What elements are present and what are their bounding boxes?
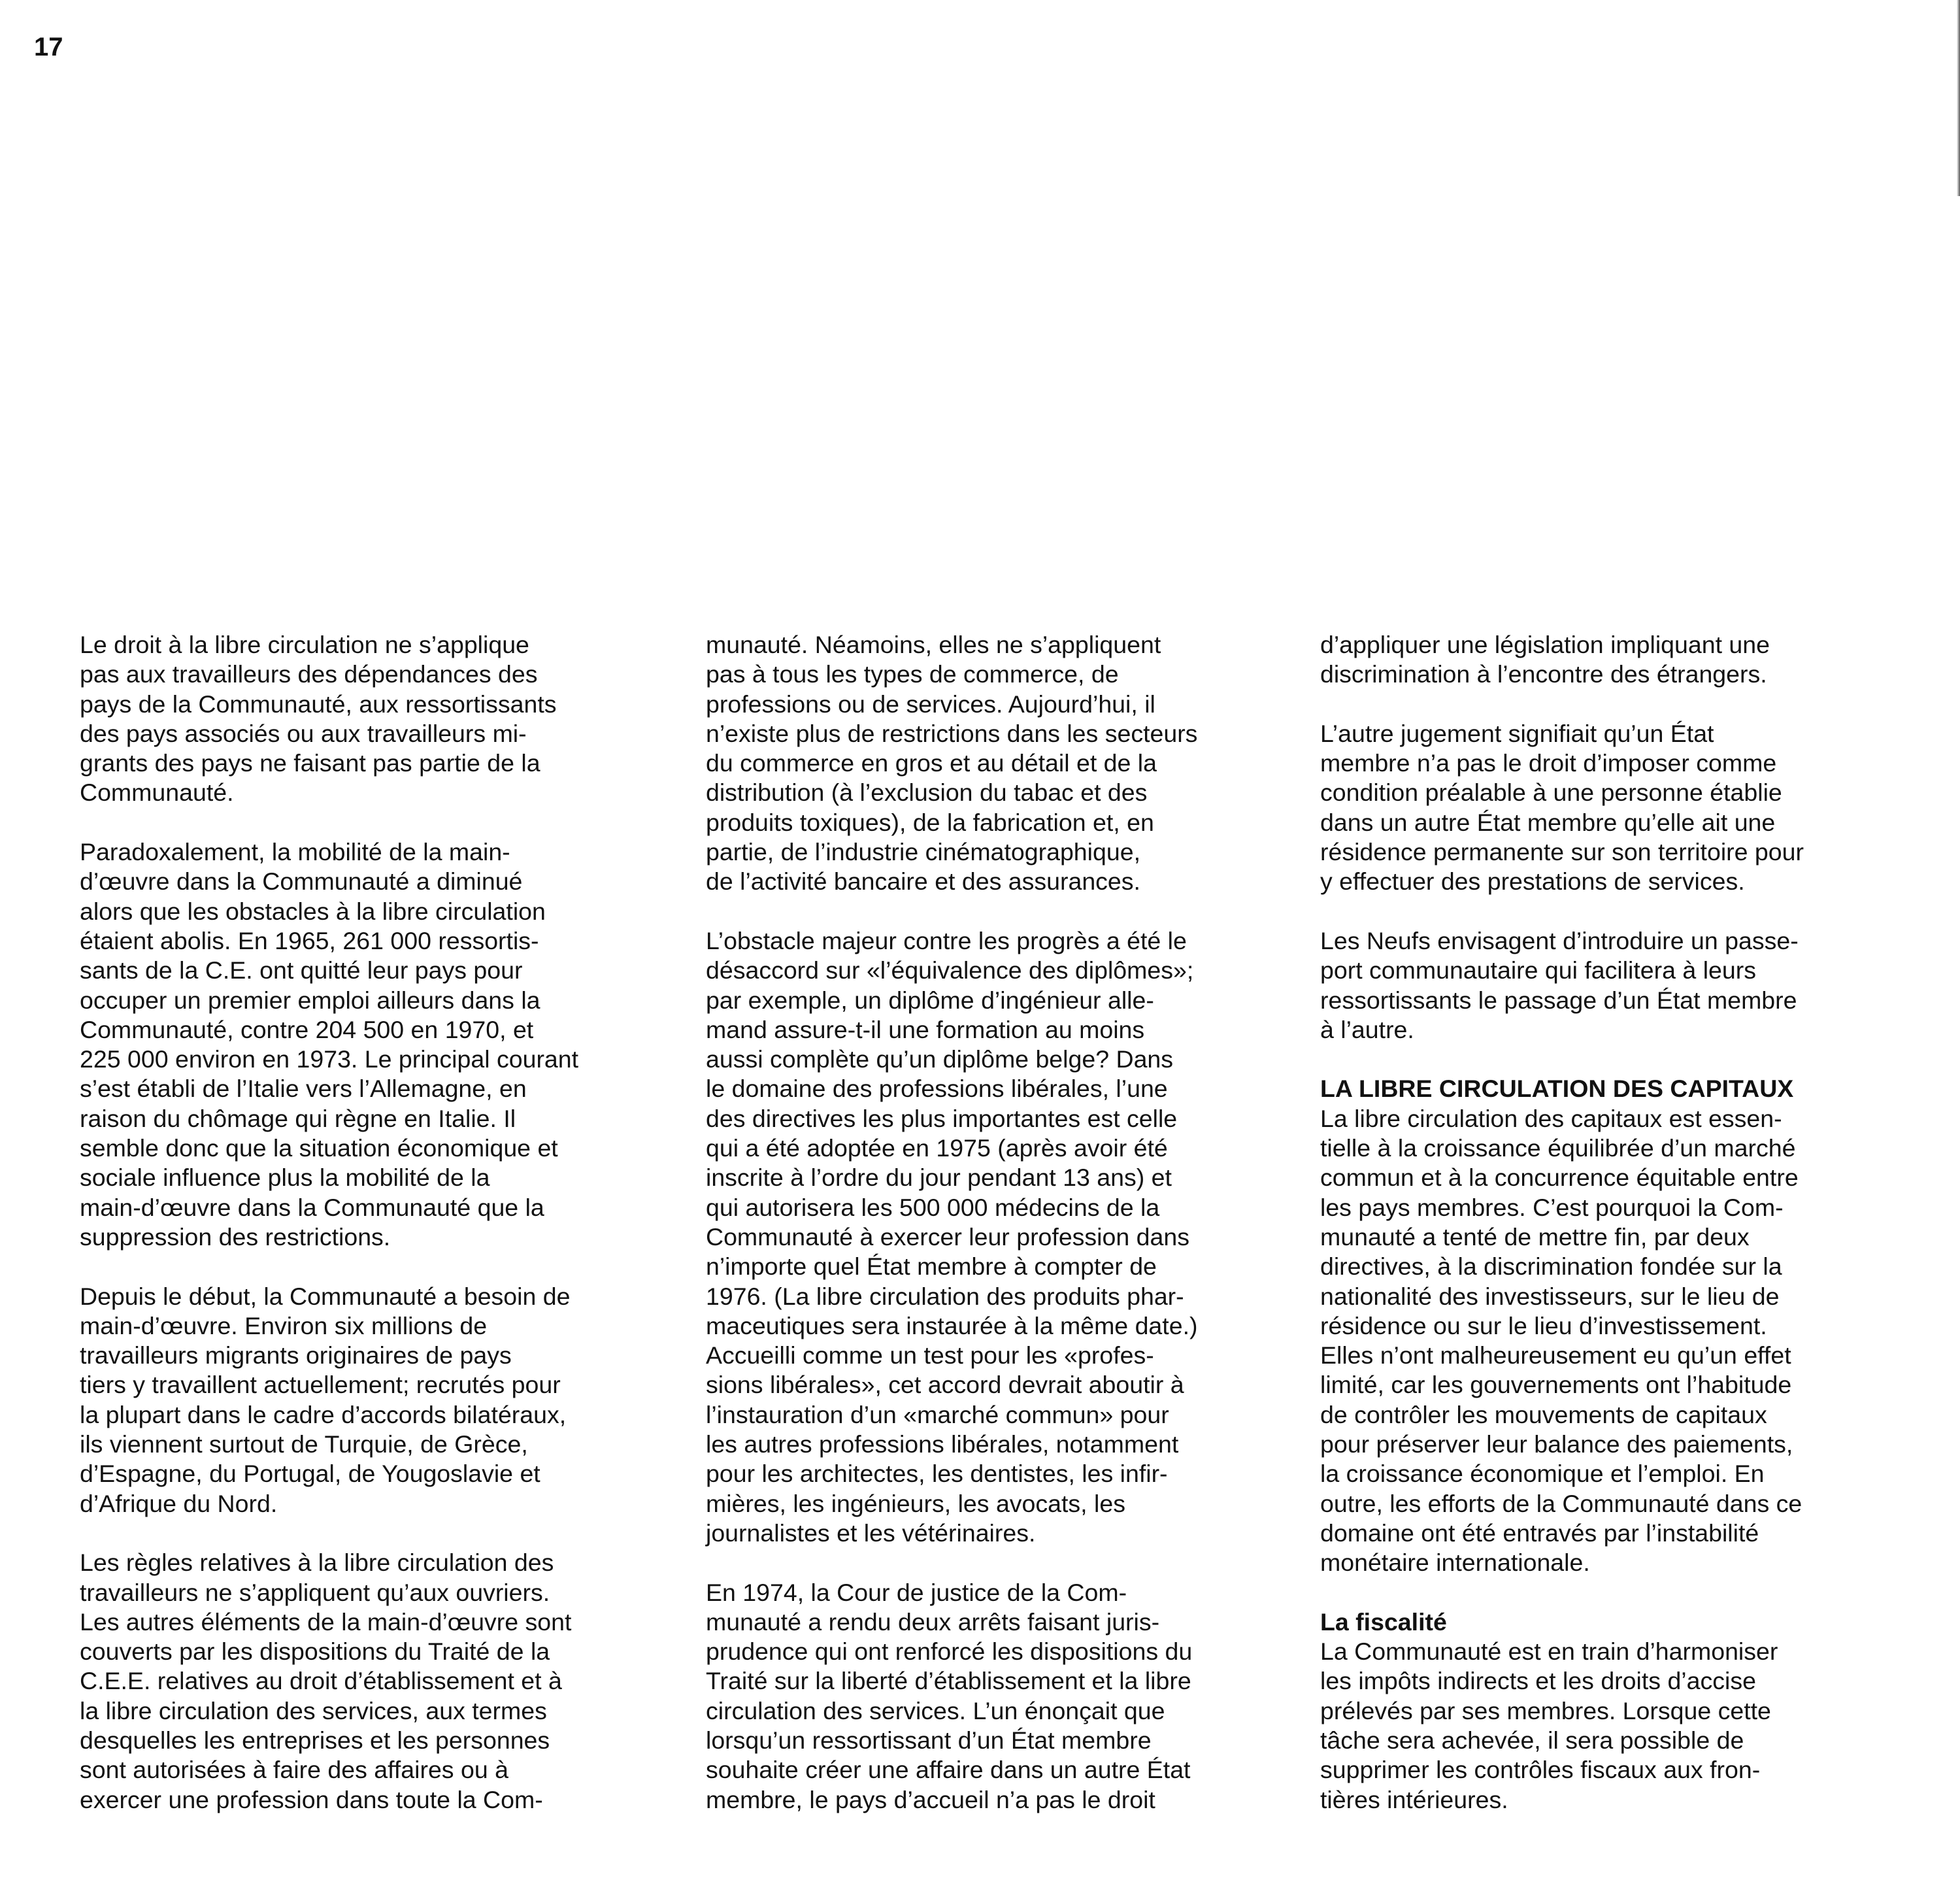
text-line: lorsqu’un ressortissant d’un État membre [706, 1726, 1152, 1754]
paragraph [80, 630, 668, 808]
text-line: domaine ont été entravés par l’instabilité [1320, 1519, 1759, 1547]
text-line: main-d’œuvre. Environ six millions de [80, 1311, 488, 1339]
text-line: Traité sur la liberté d’établissement et la libre [706, 1667, 1191, 1695]
text-line: l’instauration d’un «marché commun» pour [706, 1400, 1169, 1428]
text-line: la croissance économique et l’emploi. En [1320, 1460, 1765, 1488]
text-line: condition préalable à une personne établie [1320, 779, 1782, 807]
text-line: à l’autre. [1320, 1015, 1414, 1043]
text-line: résidence ou sur le lieu d’investissement. [1320, 1311, 1767, 1339]
text-line: tielle à la croissance équilibrée d’un marché [1320, 1134, 1796, 1162]
text-line: dans un autre État membre qu’elle ait une [1320, 808, 1776, 836]
text-line: Accueilli comme un test pour les «profes- [706, 1341, 1154, 1370]
text-line: Elles n’ont malheureusement eu qu’un effet [1320, 1341, 1791, 1370]
text-line: les autres professions libérales, notamment [706, 1430, 1179, 1458]
text-line: munauté a rendu deux arrêts faisant juris- [706, 1607, 1160, 1636]
text-line: tiers y travaillent actuellement; recrutés pour [80, 1371, 561, 1399]
text-line: 225 000 environ en 1973. Le principal courant [80, 1045, 579, 1073]
text-line: de contrôler les mouvements de capitaux [1320, 1400, 1767, 1428]
text-line: d’Afrique du Nord. [80, 1489, 278, 1517]
paragraph [80, 837, 668, 1252]
text-line: desquelles les entreprises et les personnes [80, 1726, 550, 1754]
text-line: suppression des restrictions. [80, 1222, 391, 1251]
text-line: Les règles relatives à la libre circulation des [80, 1549, 554, 1577]
text-line: mand assure-t-il une formation au moins [706, 1015, 1145, 1043]
text-line: L’autre jugement signifiait qu’un État [1320, 719, 1714, 747]
text-line: raison du chômage qui règne en Italie. Il [80, 1104, 516, 1132]
paragraph [706, 1578, 1294, 1815]
text-line: pour préserver leur balance des paiements, [1320, 1430, 1793, 1458]
paragraph [706, 926, 1294, 1548]
text-line: travailleurs ne s’appliquent qu’aux ouvriers. [80, 1578, 550, 1606]
text-line: Les Neufs envisagent d’introduire un passe- [1320, 926, 1799, 954]
text-line: pour les architectes, les dentistes, les infir- [706, 1460, 1168, 1488]
text-line: journalistes et les vétérinaires. [706, 1519, 1036, 1547]
text-line: les impôts indirects et les droits d’accise [1320, 1667, 1756, 1695]
text-line: du commerce en gros et au détail et de la [706, 749, 1157, 777]
paragraph [1320, 630, 1908, 690]
text-line: grants des pays ne faisant pas partie de la [80, 749, 540, 777]
text-line: tâche sera achevée, il sera possible de [1320, 1726, 1744, 1754]
text-line: 1976. (La libre circulation des produits phar- [706, 1282, 1184, 1310]
text-line: n’existe plus de restrictions dans les secteurs [706, 719, 1198, 747]
text-line: d’Espagne, du Portugal, de Yougoslavie et [80, 1460, 540, 1488]
text-line: résidence permanente sur son territoire pour [1320, 838, 1804, 866]
text-line: ils viennent surtout de Turquie, de Grèce, [80, 1430, 528, 1458]
paragraph [1320, 1104, 1908, 1578]
text-line: pays de la Communauté, aux ressortissants [80, 690, 557, 718]
text-line: En 1974, la Cour de justice de la Com- [706, 1578, 1127, 1606]
text-line: membre, le pays d’accueil n’a pas le droit [706, 1785, 1155, 1813]
text-line: distribution (à l’exclusion du tabac et des [706, 779, 1148, 807]
text-line: directives, à la discrimination fondée sur la [1320, 1252, 1782, 1281]
text-line: qui autorisera les 500 000 médecins de la [706, 1193, 1160, 1221]
text-line: discrimination à l’encontre des étrangers. [1320, 660, 1767, 688]
text-line: munauté. Néamoins, elles ne s’appliquent [706, 631, 1161, 658]
text-line: occuper un premier emploi ailleurs dans la [80, 986, 540, 1014]
text-line: de l’activité bancaire et des assurances. [706, 867, 1140, 896]
paragraph [80, 1282, 668, 1519]
text-line: exercer une profession dans toute la Com- [80, 1785, 543, 1813]
text-line: n’importe quel État membre à compter de [706, 1252, 1157, 1281]
text-line: pas à tous les types de commerce, de [706, 660, 1119, 688]
text-line: circulation des services. L’un énonçait que [706, 1696, 1165, 1724]
paragraph [706, 630, 1294, 897]
text-line: Communauté, contre 204 500 en 1970, et [80, 1015, 534, 1043]
text-line: sants de la C.E. ont quitté leur pays pour [80, 956, 523, 984]
text-line: munauté a tenté de mettre fin, par deux [1320, 1222, 1750, 1251]
text-line: des directives les plus importantes est celle [706, 1104, 1178, 1132]
text-line: souhaite créer une affaire dans un autre État [706, 1756, 1191, 1784]
text-line: Communauté. [80, 779, 234, 807]
text-line: Le droit à la libre circulation ne s’applique [80, 631, 529, 658]
text-line: par exemple, un diplôme d’ingénieur alle- [706, 986, 1154, 1014]
text-line: membre n’a pas le droit d’imposer comme [1320, 749, 1777, 777]
paragraph [1320, 926, 1908, 1045]
text-line: alors que les obstacles à la libre circulation [80, 897, 546, 925]
text-line: monétaire internationale. [1320, 1549, 1590, 1577]
text-line: limité, car les gouvernements ont l’habitude [1320, 1371, 1792, 1399]
text-line: la plupart dans le cadre d’accords bilatéraux, [80, 1400, 567, 1428]
text-line: main-d’œuvre dans la Communauté que la [80, 1193, 544, 1221]
text-line: s’est établi de l’Italie vers l’Allemagne, en [80, 1075, 527, 1103]
text-line: tières intérieures. [1320, 1785, 1508, 1813]
text-line: des pays associés ou aux travailleurs mi- [80, 719, 527, 747]
text-line: y effectuer des prestations de services. [1320, 867, 1745, 896]
text-line: maceutiques sera instaurée à la même date.) [706, 1311, 1198, 1339]
text-line: sont autorisées à faire des affaires ou à [80, 1756, 508, 1784]
paragraph [80, 1548, 668, 1815]
text-line: la libre circulation des services, aux termes [80, 1696, 547, 1724]
text-line: sociale influence plus la mobilité de la [80, 1164, 490, 1192]
text-line: La Communauté est en train d’harmoniser [1320, 1638, 1778, 1666]
section-heading: LA LIBRE CIRCULATION DES CAPITAUX [1320, 1075, 1794, 1103]
text-line: désaccord sur «l’équivalence des diplômes»; [706, 956, 1194, 984]
text-line: produits toxiques), de la fabrication et, en [706, 808, 1154, 836]
text-line: supprimer les contrôles fiscaux aux fron- [1320, 1756, 1761, 1784]
text-line: les pays membres. C’est pourquoi la Com- [1320, 1193, 1784, 1221]
subsection-heading: La fiscalité [1320, 1607, 1447, 1636]
text-line: commun et à la concurrence équitable entre [1320, 1164, 1799, 1192]
text-line: Communauté à exercer leur profession dans [706, 1222, 1189, 1251]
text-line: C.E.E. relatives au droit d’établissement et à [80, 1667, 562, 1695]
text-line: d’œuvre dans la Communauté a diminué [80, 867, 523, 896]
text-line: port communautaire qui facilitera à leurs [1320, 956, 1756, 984]
text-line: prélevés par ses membres. Lorsque cette [1320, 1696, 1771, 1724]
page-number: 17 [34, 33, 63, 61]
text-line: mières, les ingénieurs, les avocats, les [706, 1489, 1125, 1517]
text-line: partie, de l’industrie cinématographique, [706, 838, 1140, 866]
text-line: professions ou de services. Aujourd’hui, il [706, 690, 1155, 718]
text-line: Depuis le début, la Communauté a besoin de [80, 1282, 571, 1310]
page-binding-edge [1957, 0, 1960, 196]
paragraph [1320, 719, 1908, 897]
text-line: pas aux travailleurs des dépendances des [80, 660, 538, 688]
text-column-1 [80, 630, 668, 1844]
text-line: le domaine des professions libérales, l’une [706, 1075, 1168, 1103]
text-line: Paradoxalement, la mobilité de la main- [80, 838, 510, 866]
text-line: L’obstacle majeur contre les progrès a été le [706, 926, 1187, 954]
text-line: semble donc que la situation économique et [80, 1134, 558, 1162]
text-line: inscrite à l’ordre du jour pendant 13 ans) et [706, 1164, 1172, 1192]
text-line: La libre circulation des capitaux est essen- [1320, 1104, 1782, 1132]
text-line: prudence qui ont renforcé les dispositions du [706, 1638, 1193, 1666]
text-line: outre, les efforts de la Communauté dans ce [1320, 1489, 1802, 1517]
text-column-3 [1320, 630, 1908, 1844]
text-line: Les autres éléments de la main-d’œuvre sont [80, 1607, 572, 1636]
text-line: étaient abolis. En 1965, 261 000 ressortis- [80, 926, 539, 954]
text-line: qui a été adoptée en 1975 (après avoir été [706, 1134, 1168, 1162]
text-line: travailleurs migrants originaires de pays [80, 1341, 512, 1370]
text-column-2 [706, 630, 1294, 1844]
text-line: nationalité des investisseurs, sur le lieu de [1320, 1282, 1780, 1310]
text-line: sions libérales», cet accord devrait aboutir à [706, 1371, 1184, 1399]
text-line: d’appliquer une législation impliquant une [1320, 631, 1770, 658]
text-line: aussi complète qu’un diplôme belge? Dans [706, 1045, 1174, 1073]
text-line: couverts par les dispositions du Traité de la [80, 1638, 550, 1666]
paragraph [1320, 1637, 1908, 1815]
text-line: ressortissants le passage d’un État membre [1320, 986, 1797, 1014]
